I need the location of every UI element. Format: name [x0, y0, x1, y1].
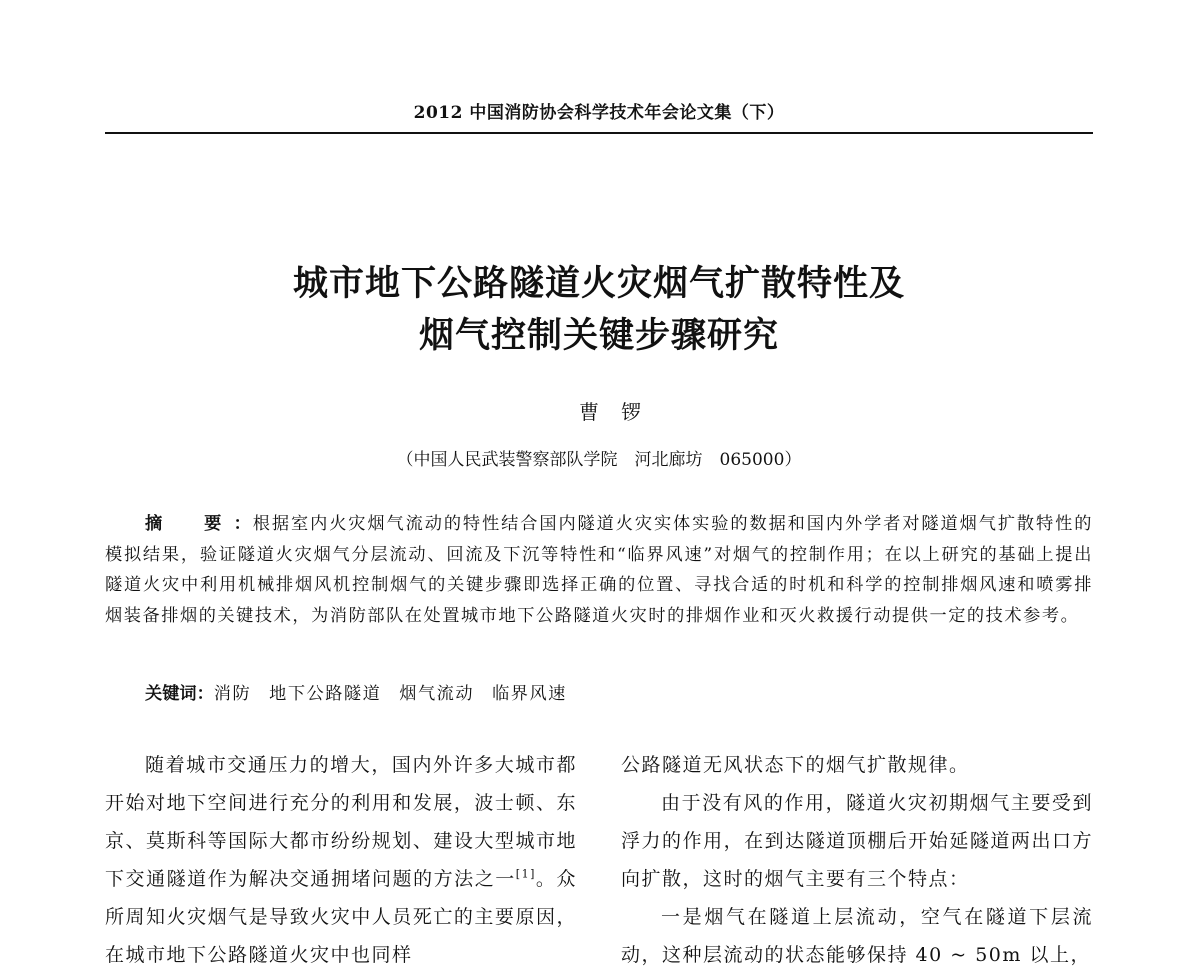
abstract-label-colon: ：	[233, 514, 253, 534]
citation-ref: [1]	[515, 867, 536, 881]
body-column-right	[621, 746, 1093, 974]
keywords	[145, 679, 1093, 709]
abstract	[105, 509, 1093, 631]
body-paragraph	[105, 746, 577, 974]
author-name: 曹锣	[579, 400, 663, 424]
abstract-text: 根据室内火灾烟气流动的特性结合国内隧道火灾实体实验的数据和国内外学者对隧道烟气扩散特性的模拟结果，验证隧道火灾烟气分层流动、回流及下沉等特性和“临界风速”对烟气的控制作用；在以上研究的基础上提出隧道火灾中利用机械排烟风机控制烟气的关键步骤即选择正确的位置、寻找合适的时机和科学的控制排烟风速和喷雾排烟装备排烟的关键技术，为消防部队在处置城市地下公路隧道火灾时的排烟作业和灭火救援行动提供一定的技术参考。	[105, 514, 1093, 626]
body-column-left	[105, 746, 577, 974]
body-paragraph: 公路隧道无风状态下的烟气扩散规律。	[621, 754, 970, 776]
keyword-item: 临界风速	[492, 684, 567, 704]
body-paragraph: 由于没有风的作用，隧道火灾初期烟气主要受到浮力的作用，在到达隧道顶棚后开始延隧道两出口方向扩散，这时的烟气主要有三个特点：	[621, 792, 1093, 890]
body-text: 。众所周知火灾烟气是导致火灾中人员死亡的主要原因，在城市地下公路隧道火灾中也同样	[105, 868, 577, 966]
article-title	[105, 258, 1093, 362]
title-line-1: 城市地下公路隧道火灾烟气扩散特性及	[292, 263, 905, 304]
body-text: 随着城市交通压力的增大，国内外许多大城市都开始对地下空间进行充分的利用和发展，波士顿、东京、莫斯科等国际大都市纷纷规划、建设大型城市地下交通隧道作为解决交通拥堵问题的方法之一	[105, 754, 577, 890]
keywords-label: 关键词：	[145, 684, 214, 704]
abstract-label: 摘 要	[145, 514, 234, 534]
running-header: 2012 中国消防协会科学技术年会论文集（下）	[413, 103, 785, 123]
keyword-item: 地下公路隧道	[269, 684, 382, 704]
body-paragraph: 一是烟气在隧道上层流动，空气在隧道下层流动，这种层流动的状态能够保持 40 ~ 50m 以上，	[621, 906, 1093, 966]
keyword-item: 消防	[213, 684, 252, 704]
keyword-item: 烟气流动	[399, 684, 475, 704]
author-affiliation: （中国人民武装警察部队学院 河北廊坊 065000）	[396, 450, 802, 470]
title-line-2: 烟气控制关键步骤研究	[418, 315, 779, 356]
header-rule	[105, 132, 1093, 134]
